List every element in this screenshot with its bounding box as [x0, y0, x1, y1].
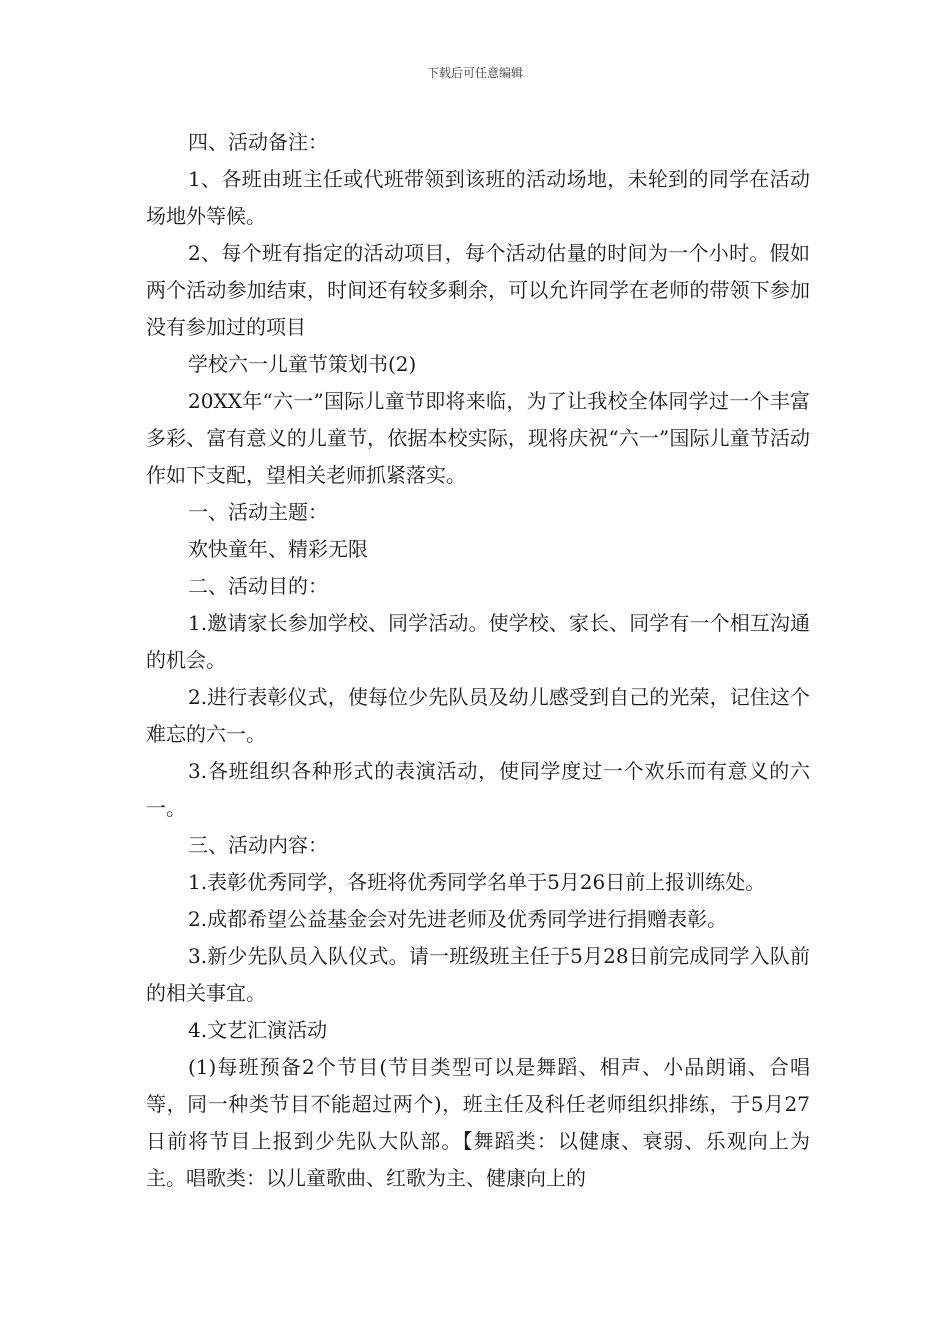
paragraph: 2.成都希望公益基金会对先进老师及优秀同学进行捐赠表彰。: [188, 907, 728, 931]
section-heading-notes: 四、活动备注：: [188, 130, 328, 154]
paragraph: 20XX年“六一”国际儿童节即将来临，为了让我校全体同学过一个丰富多彩、富有意义的儿童节，依据本校实际，现将庆祝“六一”国际儿童节活动作如下支配，望相关老师抓紧落实。: [146, 389, 810, 487]
section-heading-content: 三、活动内容：: [188, 833, 328, 857]
paragraph: 3.各班组织各种形式的表演活动，使同学度过一个欢乐而有意义的六一。: [146, 759, 810, 820]
paragraph: 1.邀请家长参加学校、同学活动。使学校、家长、同学有一个相互沟通的机会。: [146, 611, 810, 672]
section-heading-theme: 一、活动主题：: [188, 500, 328, 524]
paragraph: 3.新少先队员入队仪式。请一班级班主任于5月28日前完成同学入队前的相关事宜。: [146, 944, 810, 1005]
document-subtitle: 学校六一儿童节策划书(2): [188, 352, 417, 376]
paragraph: 2、每个班有指定的活动项目，每个活动估量的时间为一个小时。假如两个活动参加结束，时间还有较多剩余，可以允许同学在老师的带领下参加没有参加过的项目: [146, 241, 810, 339]
paragraph: 欢快童年、精彩无限: [188, 537, 368, 561]
paragraph: 2.进行表彰仪式，使每位少先队员及幼儿感受到自己的光荣，记住这个难忘的六一。: [146, 685, 810, 746]
document-body: [146, 124, 810, 1197]
page-header: 下载后可任意编辑: [426, 66, 523, 80]
section-heading-purpose: 二、活动目的：: [188, 574, 328, 598]
paragraph: 1.表彰优秀同学，各班将优秀同学名单于5月26日前上报训练处。: [188, 870, 766, 894]
paragraph: (1)每班预备2个节目(节目类型可以是舞蹈、相声、小品朗诵、合唱等，同一种类节目不能超过两个)，班主任及科任老师组织排练，于5月27日前将节目上报到少先队大队部。【舞蹈类：以健康、衰弱、乐观向上为主。唱歌类：以儿童歌曲、红歌为主、健康向上的: [146, 1055, 810, 1190]
paragraph: 1、各班由班主任或代班带领到该班的活动场地，未轮到的同学在活动场地外等候。: [146, 167, 810, 228]
paragraph: 4.文艺汇演活动: [188, 1018, 328, 1042]
